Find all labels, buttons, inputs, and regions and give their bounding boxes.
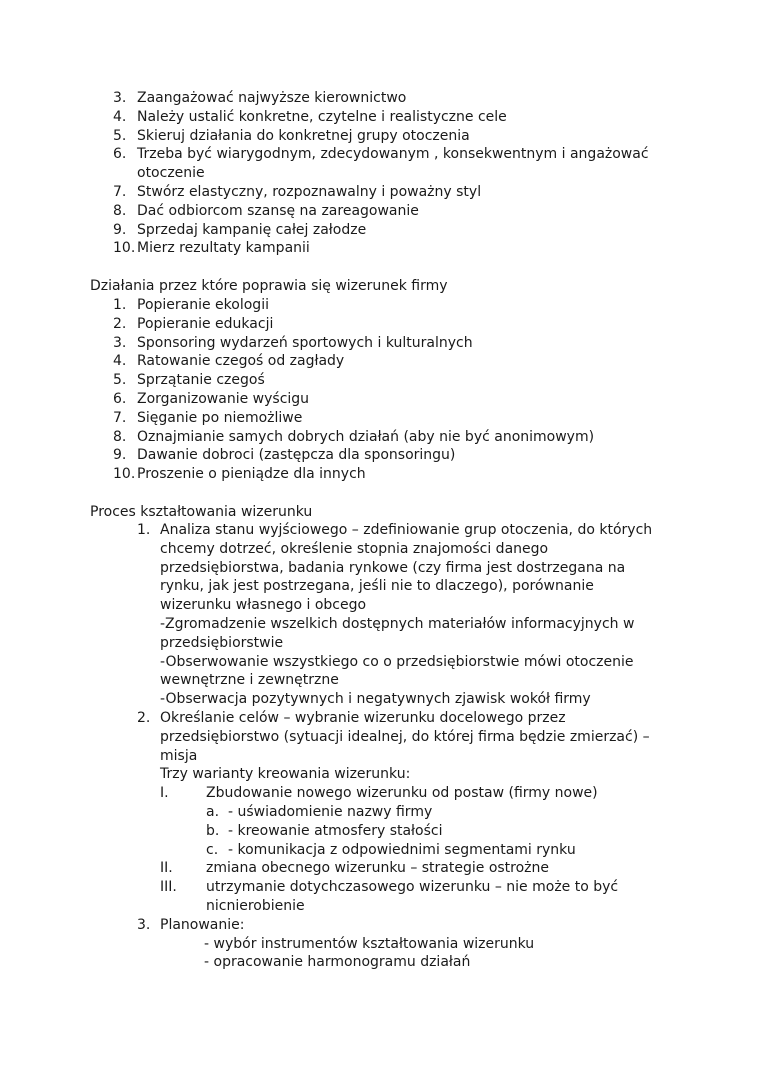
list-item: 2. Popieranie edukacji bbox=[113, 315, 274, 332]
list-item-continuation: przedsiębiorstwa, badania rynkowe (czy firma jest dostrzegana na bbox=[160, 559, 626, 576]
list-item: 5. Sprzątanie czegoś bbox=[113, 372, 265, 389]
list-item-continuation: -Zgromadzenie wszelkich dostępnych materiałów informacyjnych w bbox=[160, 615, 635, 632]
list-item-continuation: wizerunku własnego i obcego bbox=[160, 597, 367, 614]
alpha-list-item: a. - uświadomienie nazwy firmy bbox=[206, 803, 433, 820]
roman-list-item: I. Zbudowanie nowego wizerunku od postaw (firmy nowe) bbox=[160, 785, 598, 802]
list-item: 8. Dać odbiorcom szansę na zareagowanie bbox=[113, 202, 419, 219]
list-item: 1. Popieranie ekologii bbox=[113, 297, 269, 313]
list-item: 4. Ratowanie czegoś od zagłady bbox=[113, 353, 345, 370]
list-item-continuation: chcemy dotrzeć, określenie stopnia znajomości danego bbox=[160, 540, 549, 557]
list-item: 2. Określanie celów – wybranie wizerunku docelowego przez bbox=[137, 709, 566, 726]
list-item-continuation: przedsiębiorstwie bbox=[160, 634, 284, 651]
list-campaign-rules bbox=[0, 89, 760, 258]
section-heading-image-actions: Działania przez które poprawia się wizerunek firmy bbox=[90, 278, 448, 294]
list-item-continuation: rynku, jak jest postrzegana, jeśli nie to dlaczego), porównanie bbox=[160, 578, 594, 595]
list-item: 8. Oznajmianie samych dobrych działań (aby nie być anonimowym) bbox=[113, 428, 595, 445]
list-item: 9. Dawanie dobroci (zastępcza dla sponsoringu) bbox=[113, 447, 456, 464]
list-item-continuation: - wybór instrumentów kształtowania wizerunku bbox=[204, 935, 535, 952]
list-item-continuation: Trzy warianty kreowania wizerunku: bbox=[160, 766, 411, 783]
list-item: 10. Mierz rezultaty kampanii bbox=[113, 240, 310, 257]
section-heading-image-process: Proces kształtowania wizerunku bbox=[90, 504, 313, 520]
list-item-continuation: otoczenie bbox=[137, 165, 205, 182]
list-image-process bbox=[0, 521, 760, 972]
list-image-actions bbox=[0, 296, 760, 484]
list-item-continuation: -Obserwowanie wszystkiego co o przedsiębiorstwie mówi otoczenie bbox=[160, 653, 634, 670]
list-item: 7. Stwórz elastyczny, rozpoznawalny i poważny styl bbox=[113, 183, 482, 200]
list-item: 10. Proszenie o pieniądze dla innych bbox=[113, 466, 366, 483]
list-item-continuation: - opracowanie harmonogramu działań bbox=[204, 954, 471, 971]
roman-list-item: II. zmiana obecnego wizerunku – strategie ostrożne bbox=[160, 860, 550, 877]
list-item: 3. Planowanie: bbox=[137, 916, 245, 933]
list-item: 4. Należy ustalić konkretne, czytelne i realistyczne cele bbox=[113, 108, 507, 125]
list-item: 1. Analiza stanu wyjściowego – zdefiniowanie grup otoczenia, do których bbox=[137, 522, 653, 538]
list-item: 9. Sprzedaj kampanię całej załodze bbox=[113, 221, 367, 238]
list-item: 6. Trzeba być wiarygodnym, zdecydowanym , konsekwentnym i angażować bbox=[113, 146, 649, 163]
list-item: 3. Zaangażować najwyższe kierownictwo bbox=[113, 90, 407, 106]
alpha-list-item: b. - kreowanie atmosfery stałości bbox=[206, 822, 443, 839]
list-item: 3. Sponsoring wydarzeń sportowych i kulturalnych bbox=[113, 334, 473, 351]
list-item-continuation: -Obserwacja pozytywnych i negatywnych zjawisk wokół firmy bbox=[160, 691, 591, 708]
list-item-continuation: nicnierobienie bbox=[206, 897, 305, 914]
alpha-list-item: c. - komunikacja z odpowiednimi segmentami rynku bbox=[206, 841, 576, 858]
list-item: 7. Sięganie po niemożliwe bbox=[113, 409, 303, 426]
list-item: 6. Zorganizowanie wyścigu bbox=[113, 390, 310, 407]
list-item-continuation: wewnętrzne i zewnętrzne bbox=[160, 672, 339, 689]
list-item-continuation: misja bbox=[160, 747, 198, 764]
roman-list-item: III. utrzymanie dotychczasowego wizerunku – nie może to być bbox=[160, 879, 619, 896]
list-item: 5. Skieruj działania do konkretnej grupy otoczenia bbox=[113, 127, 470, 144]
list-item-continuation: przedsiębiorstwo (sytuacji idealnej, do której firma będzie zmierzać) – bbox=[160, 728, 650, 745]
